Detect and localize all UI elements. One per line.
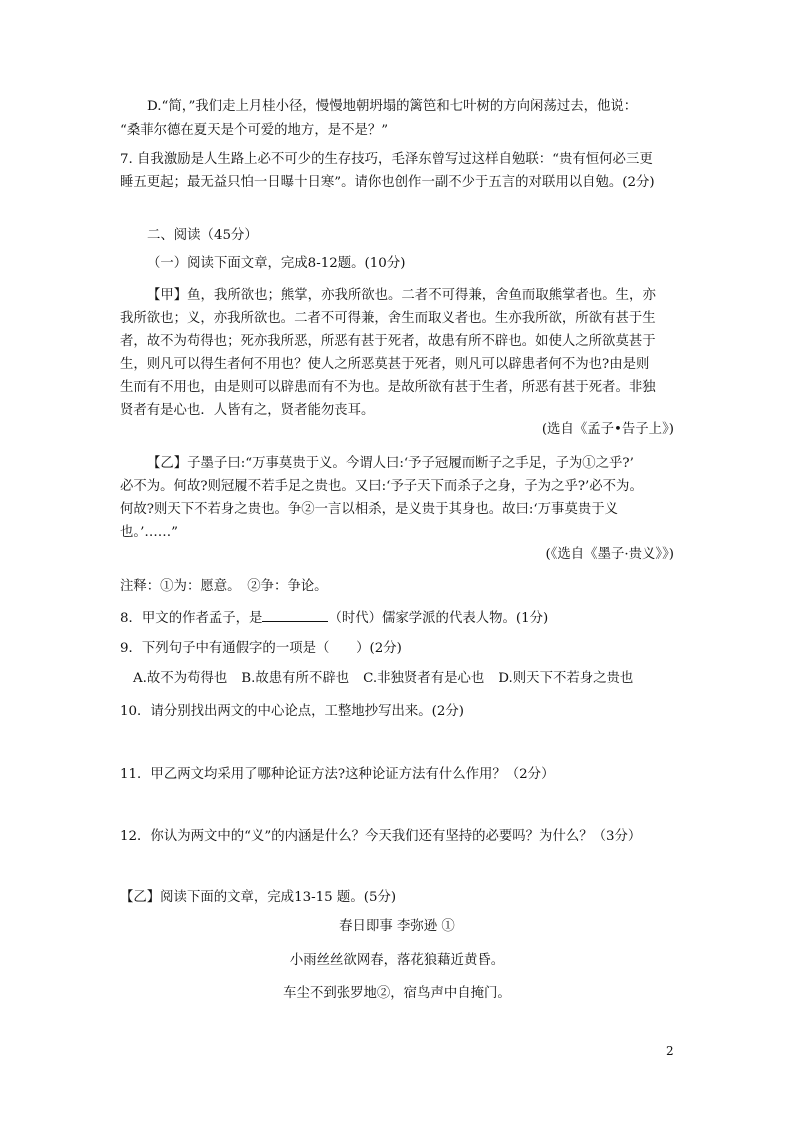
q9-option-b[interactable]: B.故患有所不辟也 xyxy=(241,671,350,686)
q8-before: 8．甲文的作者孟子，是 xyxy=(120,611,263,626)
q6-option-d-line2: “桑菲尔德在夏天是个可爱的地方，是不是？” xyxy=(120,123,389,138)
passage-yi-source: (《选自《墨子·贵义》》) xyxy=(545,547,674,562)
question-11: 11．甲乙两文均采用了哪种论证方法?这种论证方法有什么作用？（2分） xyxy=(120,767,555,782)
passage-yi-line: 何故?则天下不若身之贵也。争②一言以相杀，是义贵于其身也。故曰:‘万事莫贵于义 xyxy=(120,502,619,517)
q6-option-d-line1: D.“简，”我们走上月桂小径，慢慢地朝坍塌的篱笆和七叶树的方向闲荡过去，他说： xyxy=(147,99,638,114)
section-title: 二、阅读（45分） xyxy=(147,228,258,243)
question-12: 12．你认为两文中的“义”的内涵是什么？今天我们还有坚持的必要吗？为什么？（3分） xyxy=(120,829,642,844)
passage-jia-line: 我所欲也；义，亦我所欲也。二者不可得兼，舍生而取义者也。生亦我所欲，所欲有甚于生 xyxy=(120,311,656,326)
poem-line-2: 车尘不到张罗地②，宿鸟声中自掩门。 xyxy=(283,986,511,1001)
q9-option-d[interactable]: D.则天下不若身之贵也 xyxy=(498,671,634,686)
passage-jia-source: (选自《孟子•告子上》) xyxy=(541,422,674,437)
annotation-notes: 注释：①为：愿意。 ②争：争论。 xyxy=(120,579,328,594)
question-9: 9．下列句子中有通假字的一项是（ ）(2分) xyxy=(120,641,402,656)
q7-line1: 7. 自我激励是人生路上必不可少的生存技巧，毛泽东曾写过这样自勉联：“贵有恒何必三更 xyxy=(120,152,653,167)
page-number: 2 xyxy=(666,1044,674,1058)
q9-option-a[interactable]: A.故不为苟得也 xyxy=(133,671,228,686)
passage-jia-line: 生而有不用也，由是则可以辟患而有不为也。是故所欲有甚于生者，所恶有甚于死者。非独 xyxy=(120,380,656,395)
passage-jia-line: 者，故不为苟得也；死亦我所恶，所恶有甚于死者，故患有所不辟也。如使人之所欲莫甚于 xyxy=(120,334,656,349)
passage-jia-line: 【甲】鱼，我所欲也；熊掌，亦我所欲也。二者不可得兼，舍鱼而取熊掌者也。生，亦 xyxy=(147,288,656,303)
passage-yi-line: 必不为。何故?则冠履不若手足之贵也。又曰:‘予子天下而杀子之身，子为之乎?’必不为。 xyxy=(120,479,643,494)
passage-yi-line: 【乙】子墨子曰:“万事莫贵于义。今谓人曰:‘予子冠履而断子之手足，子为①之乎?’ xyxy=(147,456,634,471)
question-10: 10．请分别找出两文的中心论点，工整地抄写出来。(2分) xyxy=(120,704,464,719)
passage-jia-line: 生，则凡可以得生者何不用也？使人之所恶莫甚于死者，则凡可以辟患者何不为也?由是则 xyxy=(120,357,650,372)
answer-blank[interactable] xyxy=(262,607,328,622)
q8-after: （时代）儒家学派的代表人物。(1分) xyxy=(328,611,549,626)
q9-option-c[interactable]: C.非独贤者有是心也 xyxy=(363,671,485,686)
q9-options xyxy=(133,669,647,689)
passage-yi-line: 也。’……” xyxy=(120,525,178,540)
part1-title: （一）阅读下面文章，完成8-12题。(10分) xyxy=(147,256,406,271)
poem-title: 春日即事 李弥逊 ① xyxy=(339,919,455,934)
poem-line-1: 小雨丝丝欲网春，落花狼藉近黄昏。 xyxy=(289,953,505,968)
passage-jia-line: 贤者有是心也．人皆有之，贤者能勿丧耳。 xyxy=(120,403,375,418)
part2-title: 【乙】阅读下面的文章，完成13-15 题。(5分) xyxy=(120,890,397,905)
question-8 xyxy=(120,607,548,629)
q7-line2: 睡五更起；最无益只怕一日曝十日寒”。请你也创作一副不少于五言的对联用以自勉。(2分) xyxy=(120,175,655,190)
